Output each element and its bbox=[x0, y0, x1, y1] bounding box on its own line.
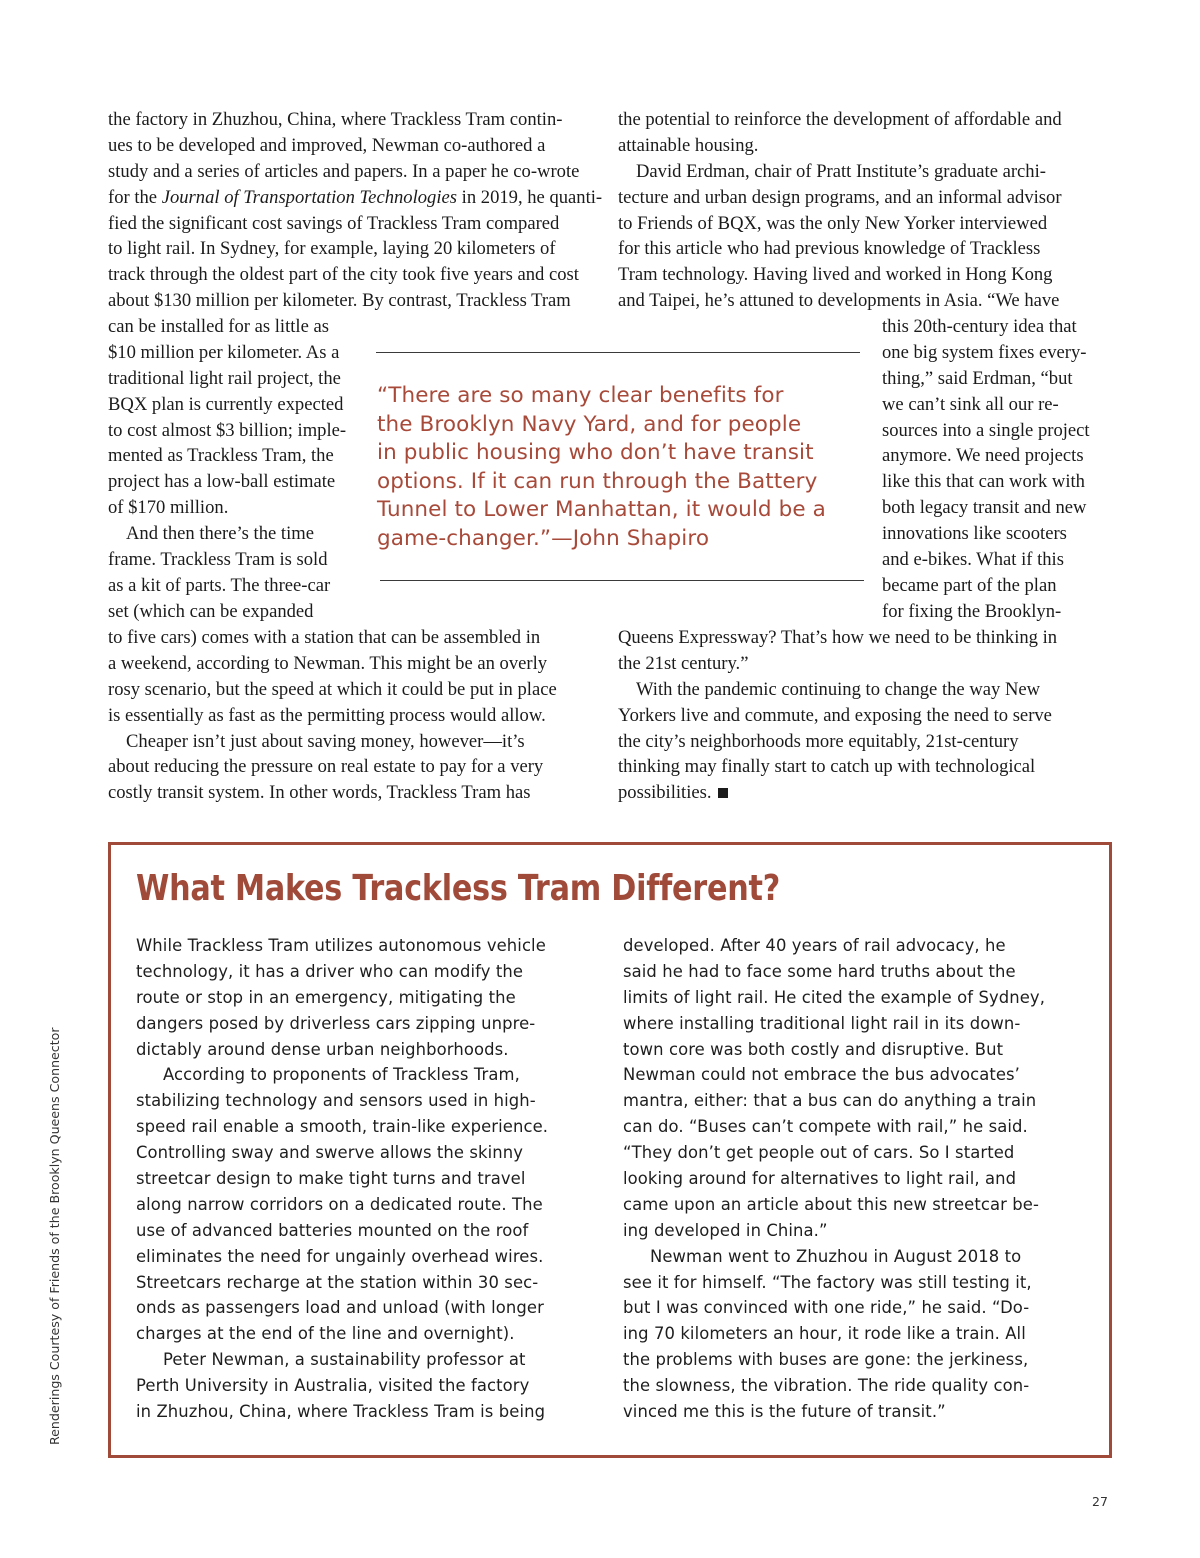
text-line: thing,” said Erdman, “but bbox=[882, 367, 1073, 389]
pullquote-bottom-rule bbox=[380, 580, 864, 581]
sidebar-title: What Makes Trackless Tram Different? bbox=[136, 868, 781, 909]
text-line: onds as passengers load and unload (with longer bbox=[136, 1298, 544, 1318]
text-line: ing 70 kilometers an hour, it rode like a train. All bbox=[623, 1324, 1026, 1344]
text-line: fied the significant cost savings of Trackless Tram compared bbox=[108, 212, 560, 234]
text-line: both legacy transit and new bbox=[882, 497, 1087, 519]
pullquote bbox=[377, 382, 867, 554]
pullquote-line: the Brooklyn Navy Yard, and for people bbox=[377, 411, 802, 437]
text-line: eliminates the need for ungainly overhead wires. bbox=[136, 1246, 544, 1266]
text-line: use of advanced batteries mounted on the roof bbox=[136, 1220, 529, 1240]
text-line: to five cars) comes with a station that can be assembled in bbox=[108, 627, 541, 648]
text-line: innovations like scooters bbox=[882, 523, 1067, 545]
text-line: According to proponents of Trackless Tram, bbox=[163, 1065, 520, 1085]
text-line: Streetcars recharge at the station within 30 sec- bbox=[136, 1272, 539, 1292]
text-line: Newman could not embrace the bus advocates’ bbox=[623, 1065, 1020, 1085]
text-line: we can’t sink all our re- bbox=[882, 393, 1059, 415]
text-line: charges at the end of the line and overnight). bbox=[136, 1324, 515, 1344]
text-line: to cost almost $3 billion; imple- bbox=[108, 419, 347, 441]
text-fragment: in 2019, he quanti- bbox=[461, 186, 603, 208]
end-mark-icon bbox=[718, 788, 728, 798]
text-line: along narrow corridors on a dedicated route. The bbox=[136, 1194, 543, 1214]
text-line: With the pandemic continuing to change the way New bbox=[636, 678, 1041, 700]
text-line: David Erdman, chair of Pratt Institute’s graduate archi- bbox=[636, 160, 1046, 182]
text-fragment: possibilities. bbox=[618, 782, 712, 804]
journal-title: Journal of Transportation Technologies bbox=[161, 186, 457, 208]
text-line: and e-bikes. What if this bbox=[882, 549, 1064, 571]
text-line: While Trackless Tram utilizes autonomous vehicle bbox=[136, 936, 546, 955]
text-line: costly transit system. In other words, Trackless Tram has bbox=[108, 782, 531, 804]
article-left-narrow bbox=[108, 314, 358, 625]
text-line: tecture and urban design programs, and an informal advisor bbox=[618, 186, 1062, 208]
text-line: Cheaper isn’t just about saving money, however—it’s bbox=[126, 730, 525, 752]
text-line: route or stop in an emergency, mitigating the bbox=[136, 987, 516, 1007]
photo-credit: Renderings Courtesy of Friends of the Brooklyn Queens Connector bbox=[47, 1027, 62, 1445]
text-line: ues to be developed and improved, Newman co-authored a bbox=[108, 134, 546, 156]
text-line: Peter Newman, a sustainability professor at bbox=[163, 1350, 526, 1370]
text-line: vinced me this is the future of transit.” bbox=[623, 1402, 946, 1422]
text-line: technology, it has a driver who can modify the bbox=[136, 961, 524, 981]
article-right-narrow bbox=[882, 314, 1122, 625]
sidebar-right-column bbox=[623, 933, 1093, 1425]
text-line-journal bbox=[108, 185, 603, 211]
text-line: developed. After 40 years of rail advocacy, he bbox=[623, 936, 1006, 955]
text-line: became part of the plan bbox=[882, 574, 1057, 596]
text-line: Controlling sway and swerve allows the skinny bbox=[136, 1143, 524, 1163]
text-line: came upon an article about this new streetcar be- bbox=[623, 1194, 1039, 1214]
article-left-top bbox=[108, 107, 603, 314]
text-line: anymore. We need projects bbox=[882, 445, 1084, 467]
text-line: And then there’s the time bbox=[126, 523, 314, 545]
text-line: set (which can be expanded bbox=[108, 600, 314, 622]
text-line: track through the oldest part of the city took five years and cost bbox=[108, 264, 579, 286]
text-line: and Taipei, he’s attuned to developments in Asia. “We have bbox=[618, 290, 1060, 312]
text-line: as a kit of parts. The three-car bbox=[108, 574, 331, 596]
text-line: can be installed for as little as bbox=[108, 316, 329, 337]
text-line: $10 million per kilometer. As a bbox=[108, 341, 340, 363]
text-line: mented as Trackless Tram, the bbox=[108, 445, 334, 467]
text-line-final bbox=[618, 780, 1113, 806]
text-line: Yorkers live and commute, and exposing the need to serve bbox=[618, 704, 1052, 726]
pullquote-line: Tunnel to Lower Manhattan, it would be a bbox=[377, 497, 826, 523]
pullquote-line: game-changer.”—John Shapiro bbox=[377, 525, 710, 551]
text-line: Tram technology. Having lived and worked in Hong Kong bbox=[618, 264, 1053, 286]
journal-prefix: for the bbox=[108, 186, 162, 208]
text-line: this 20th-century idea that bbox=[882, 316, 1077, 337]
text-line: the slowness, the vibration. The ride quality con- bbox=[623, 1376, 1030, 1396]
text-line: dangers posed by driverless cars zipping unpre- bbox=[136, 1013, 536, 1033]
text-line: about reducing the pressure on real estate to pay for a very bbox=[108, 756, 544, 778]
text-line: the problems with buses are gone: the jerkiness, bbox=[623, 1350, 1029, 1370]
text-line: the 21st century.” bbox=[618, 652, 749, 674]
sidebar-left-column bbox=[136, 933, 606, 1425]
text-line: but I was convinced with one ride,” he said. “Do- bbox=[623, 1298, 1030, 1318]
text-line: for fixing the Brooklyn- bbox=[882, 600, 1062, 622]
text-line: can do. “Buses can’t compete with rail,” he said. bbox=[623, 1117, 1028, 1137]
text-line: dictably around dense urban neighborhoods. bbox=[136, 1039, 509, 1059]
text-line: BQX plan is currently expected bbox=[108, 393, 344, 415]
text-line: about $130 million per kilometer. By contrast, Trackless Tram bbox=[108, 290, 571, 312]
text-line: Queens Expressway? That’s how we need to be thinking in bbox=[618, 627, 1058, 648]
text-line: ing developed in China.” bbox=[623, 1220, 828, 1240]
text-line: town core was both costly and disruptive. But bbox=[623, 1039, 1004, 1059]
text-line: rosy scenario, but the speed at which it could be put in place bbox=[108, 678, 557, 700]
pullquote-line: in public housing who don’t have transit bbox=[377, 440, 814, 466]
text-line: to Friends of BQX, was the only New Yorker interviewed bbox=[618, 212, 1048, 234]
text-line: see it for himself. “The factory was still testing it, bbox=[623, 1272, 1032, 1292]
text-line: study and a series of articles and papers. In a paper he co-wrote bbox=[108, 160, 580, 182]
page-number: 27 bbox=[1092, 1494, 1108, 1509]
article-left-bottom bbox=[108, 625, 603, 806]
text-line: Newman went to Zhuzhou in August 2018 to bbox=[650, 1246, 1022, 1266]
text-line: streetcar design to make tight turns and travel bbox=[136, 1169, 526, 1189]
text-line: speed rail enable a smooth, train-like experience. bbox=[136, 1117, 549, 1137]
pullquote-line: options. If it can run through the Battery bbox=[377, 468, 818, 494]
text-line: is essentially as fast as the permitting process would allow. bbox=[108, 704, 546, 726]
text-line: said he had to face some hard truths about the bbox=[623, 961, 1016, 981]
text-line: a weekend, according to Newman. This might be an overly bbox=[108, 652, 548, 674]
text-line: Perth University in Australia, visited the factory bbox=[136, 1376, 530, 1396]
text-line: stabilizing technology and sensors used in high- bbox=[136, 1091, 536, 1111]
text-line: looking around for alternatives to light rail, and bbox=[623, 1169, 1017, 1189]
text-line: project has a low-ball estimate bbox=[108, 471, 336, 493]
text-line: frame. Trackless Tram is sold bbox=[108, 549, 328, 571]
text-line: mantra, either: that a bus can do anything a train bbox=[623, 1091, 1037, 1111]
text-line: in Zhuzhou, China, where Trackless Tram is being bbox=[136, 1402, 546, 1422]
text-line: “They don’t get people out of cars. So I started bbox=[623, 1143, 1015, 1163]
text-line: where installing traditional light rail in its down- bbox=[623, 1013, 1021, 1033]
text-line: the potential to reinforce the development of affordable and bbox=[618, 109, 1062, 130]
text-line: traditional light rail project, the bbox=[108, 367, 341, 389]
pullquote-top-rule bbox=[376, 352, 860, 353]
text-line: for this article who had previous knowledge of Trackless bbox=[618, 238, 1041, 260]
article-right-top bbox=[618, 107, 1113, 314]
text-line: the city’s neighborhoods more equitably, 21st-century bbox=[618, 730, 1019, 752]
text-line: thinking may finally start to catch up with technological bbox=[618, 756, 1036, 778]
article-right-bottom bbox=[618, 625, 1113, 806]
text-line: to light rail. In Sydney, for example, laying 20 kilometers of bbox=[108, 238, 556, 260]
text-line: attainable housing. bbox=[618, 134, 759, 156]
pullquote-line: “There are so many clear benefits for bbox=[377, 383, 784, 408]
text-line: like this that can work with bbox=[882, 471, 1085, 493]
text-line: sources into a single project bbox=[882, 419, 1090, 441]
text-line: of $170 million. bbox=[108, 497, 229, 519]
text-line: the factory in Zhuzhou, China, where Trackless Tram contin- bbox=[108, 109, 563, 130]
text-line: one big system fixes every- bbox=[882, 341, 1087, 363]
text-line: limits of light rail. He cited the example of Sydney, bbox=[623, 987, 1046, 1007]
